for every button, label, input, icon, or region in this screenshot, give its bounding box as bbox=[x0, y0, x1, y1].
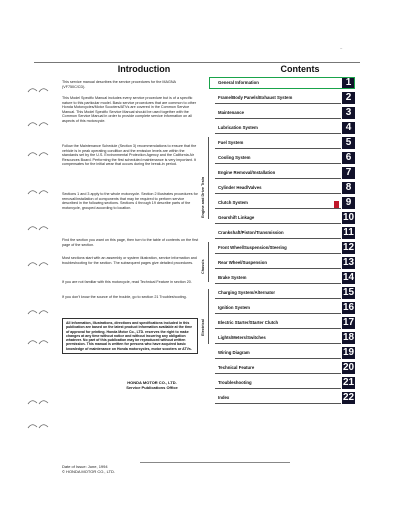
toc-entry[interactable] bbox=[207, 167, 355, 180]
intro-paragraph: This service manual describes the service procedures for the MAGNA (VF750C/CD). bbox=[62, 80, 176, 89]
toc-entry[interactable] bbox=[207, 362, 355, 375]
marker-tab bbox=[334, 201, 339, 208]
intro-paragraph: This Model Specific Manual includes every service procedure but is of a specific nature to this particular model. Basic service procedures that are common to other Honda Motorcycles/Motor Scooters/ATVs are covered in the Common Service Manual. This Model Specific Service Manual should be used together with the Common Service Manual in order to provide complete service information on all aspects of this motorcycle. bbox=[62, 96, 197, 123]
binder-ring-icon bbox=[26, 420, 50, 432]
toc-entry-rule bbox=[215, 163, 341, 164]
toc-entry[interactable] bbox=[207, 257, 355, 270]
toc-entry-label: General Information bbox=[218, 80, 259, 85]
side-label-electrical: Electrical bbox=[201, 319, 205, 336]
toc-entry-label: Index bbox=[218, 395, 230, 400]
issue-date: Date of Issue: June, 1994 bbox=[62, 464, 108, 469]
toc-entry-rule bbox=[215, 103, 341, 104]
section-number-tab: 9 bbox=[342, 197, 355, 209]
section-number-tab: 12 bbox=[342, 242, 355, 253]
toc-entry-label: Maintenance bbox=[218, 110, 245, 115]
toc-entry-rule bbox=[215, 373, 341, 374]
toc-entry-rule bbox=[215, 238, 341, 239]
toc-entry-rule bbox=[215, 208, 341, 209]
toc-entry-label: Front Wheel/Suspension/Steering bbox=[218, 245, 287, 250]
toc-entry-rule bbox=[215, 148, 341, 149]
section-number-tab: 22 bbox=[342, 392, 355, 403]
toc-entry[interactable] bbox=[207, 182, 355, 195]
toc-entry-rule bbox=[215, 283, 341, 284]
toc-entry-rule bbox=[215, 193, 341, 194]
intro-paragraph: Sections 1 and 3 apply to the whole motorcycle. Section 2 illustrates procedures for removal/installation of components that may be required to perform service described in the following sections. Sections 4 through 19 describe parts of the motorcycle, grouped according to location. bbox=[62, 192, 198, 210]
intro-paragraph: Find the section you want on this page, then turn to the table of contents on the first page of the section. bbox=[62, 238, 199, 247]
toc-entry-rule bbox=[215, 268, 341, 269]
toc-entry-label: Brake System bbox=[218, 275, 247, 280]
toc-entry-rule bbox=[215, 133, 341, 134]
intro-paragraph: If you are not familiar with this motorcycle, read Technical Feature in section 20. bbox=[62, 280, 192, 284]
binder-ring-icon bbox=[26, 148, 50, 160]
office-name: Service Publications Office bbox=[126, 385, 178, 390]
toc-entry-rule bbox=[215, 328, 341, 329]
toc-entry[interactable] bbox=[207, 272, 355, 285]
section-number-tab: 5 bbox=[342, 137, 355, 149]
section-number-tab: 17 bbox=[342, 317, 355, 328]
toc-entry-label: Lights/Meters/Switches bbox=[218, 335, 266, 340]
toc-entry[interactable] bbox=[207, 392, 355, 405]
toc-entry-rule bbox=[215, 253, 341, 254]
top-rule bbox=[34, 62, 360, 63]
section-number-tab: 3 bbox=[342, 107, 355, 119]
toc-entry-label: Wiring Diagram bbox=[218, 350, 250, 355]
engine-group-bracket bbox=[208, 137, 209, 219]
section-number-tab: 18 bbox=[342, 332, 355, 343]
section-number-tab: 21 bbox=[342, 377, 355, 388]
toc-entry-rule bbox=[215, 343, 341, 344]
toc-entry-label: Lubrication System bbox=[218, 125, 258, 130]
binder-ring-icon bbox=[26, 336, 50, 348]
toc-entry[interactable] bbox=[207, 302, 355, 315]
toc-entry[interactable] bbox=[207, 377, 355, 390]
bottom-rule bbox=[140, 462, 290, 463]
section-number-tab: 15 bbox=[342, 287, 355, 298]
toc-entry[interactable] bbox=[207, 317, 355, 330]
toc-entry-label: Crankshaft/Piston/Transmission bbox=[218, 230, 284, 235]
toc-entry[interactable] bbox=[207, 107, 355, 120]
binder-ring-icon bbox=[26, 396, 50, 408]
toc-entry-label: Technical Feature bbox=[218, 365, 255, 370]
toc-entry[interactable] bbox=[207, 227, 355, 240]
section-number-tab: 4 bbox=[342, 122, 355, 134]
section-number-tab: 20 bbox=[342, 362, 355, 373]
toc-entry[interactable] bbox=[207, 122, 355, 135]
section-number-tab: 16 bbox=[342, 302, 355, 313]
toc-entry-label: Cooling System bbox=[218, 155, 251, 160]
toc-entry-label: Charging System/Alternator bbox=[218, 290, 276, 295]
toc-entry-rule bbox=[215, 388, 341, 389]
section-number-tab: 2 bbox=[342, 92, 355, 104]
section-number-tab: 19 bbox=[342, 347, 355, 358]
toc-entry-rule bbox=[215, 118, 341, 119]
toc-entry-label: Electric Starter/Starter Clutch bbox=[218, 320, 279, 325]
corner-mark: ~ bbox=[340, 46, 343, 51]
toc-entry[interactable] bbox=[207, 212, 355, 225]
binder-ring-icon bbox=[26, 258, 50, 270]
highlight-box bbox=[209, 77, 355, 89]
toc-entry-rule bbox=[215, 298, 341, 299]
toc-entry-label: Cylinder Head/Valves bbox=[218, 185, 262, 190]
intro-title: Introduction bbox=[117, 64, 171, 74]
intro-paragraph: If you don't know the source of the trouble, go to section 21 Troubleshooting. bbox=[62, 295, 187, 299]
section-number-tab: 14 bbox=[342, 272, 355, 283]
toc-entry-rule bbox=[215, 223, 341, 224]
toc-entry[interactable] bbox=[207, 242, 355, 255]
electrical-group-bracket bbox=[208, 289, 209, 344]
section-number-tab: 6 bbox=[342, 152, 355, 164]
toc-entry-label: Ignition System bbox=[218, 305, 250, 310]
section-number-tab: 1 bbox=[342, 77, 355, 89]
toc-entry[interactable] bbox=[207, 347, 355, 360]
binder-ring-icon bbox=[26, 186, 50, 198]
section-number-tab: 11 bbox=[343, 227, 354, 238]
side-label-chassis: Chassis bbox=[201, 259, 205, 274]
toc-entry-rule bbox=[215, 358, 341, 359]
toc-entry-label: Fuel System bbox=[218, 140, 244, 145]
binder-ring-icon bbox=[26, 222, 50, 234]
toc-entry[interactable] bbox=[207, 92, 355, 105]
issue-block bbox=[62, 464, 202, 474]
toc-entry[interactable] bbox=[207, 137, 355, 150]
section-number-tab: 7 bbox=[342, 167, 355, 179]
chassis-group-bracket bbox=[208, 242, 209, 282]
toc-entry[interactable] bbox=[207, 152, 355, 165]
contents-title: Contents bbox=[280, 64, 320, 74]
toc-entry-label: Engine Removal/Installation bbox=[218, 170, 276, 175]
toc-entry-rule bbox=[215, 178, 341, 179]
copyright: © HONDA MOTOR CO., LTD. bbox=[62, 469, 116, 474]
toc-entry-label: Rear Wheel/Suspension bbox=[218, 260, 267, 265]
publisher-block bbox=[88, 380, 216, 390]
toc-entry[interactable] bbox=[207, 197, 355, 210]
toc-entry-label: Clutch System bbox=[218, 200, 248, 205]
toc-entry-label: Gearshift Linkage bbox=[218, 215, 255, 220]
toc-entry[interactable] bbox=[207, 332, 355, 345]
toc-entry-rule bbox=[215, 313, 341, 314]
section-number-tab: 10 bbox=[342, 212, 355, 223]
notice-box: All information, illustrations, directions and specifications included in this publication are based on the latest product information available at the time of approval for printing. Honda Motor Co., LTD. reserves the right to make changes at any time without notice and without incurring any obligation whatever. No part of this publication may be reproduced without written permission. This manual is written for persons who have acquired basic knowledge of maintenance on Honda motorcycles, motor scooters or ATVs. bbox=[62, 318, 198, 354]
toc-entry-label: Troubleshooting bbox=[218, 380, 252, 385]
toc-entry-label: Frame/Body Panels/Exhaust System bbox=[218, 95, 293, 100]
side-label-engine: Engine and Drive Train bbox=[201, 176, 205, 218]
binder-ring-icon bbox=[26, 306, 50, 318]
intro-paragraph: Follow the Maintenance Schedule (Section 3) recommendations to ensure that the vehicle is in peak operating condition and the emission levels are within the standards set by the U.S. Environmental Protection Agency and the California Air Resources Board. Performing the first scheduled maintenance is very important. It compensates for the initial wear that occurs during the break-in period. bbox=[62, 144, 197, 167]
toc-entry[interactable] bbox=[207, 287, 355, 300]
company-name: HONDA MOTOR CO., LTD. bbox=[127, 380, 177, 385]
section-number-tab: 8 bbox=[342, 182, 355, 194]
toc-entry-rule bbox=[215, 403, 341, 404]
intro-paragraph: Most sections start with an assembly or system illustration, service information and troubleshooting for the section. The subsequent pages give detailed procedures. bbox=[62, 256, 197, 265]
binder-ring-icon bbox=[26, 118, 50, 130]
binder-ring-icon bbox=[26, 84, 50, 96]
section-number-tab: 13 bbox=[342, 257, 355, 268]
